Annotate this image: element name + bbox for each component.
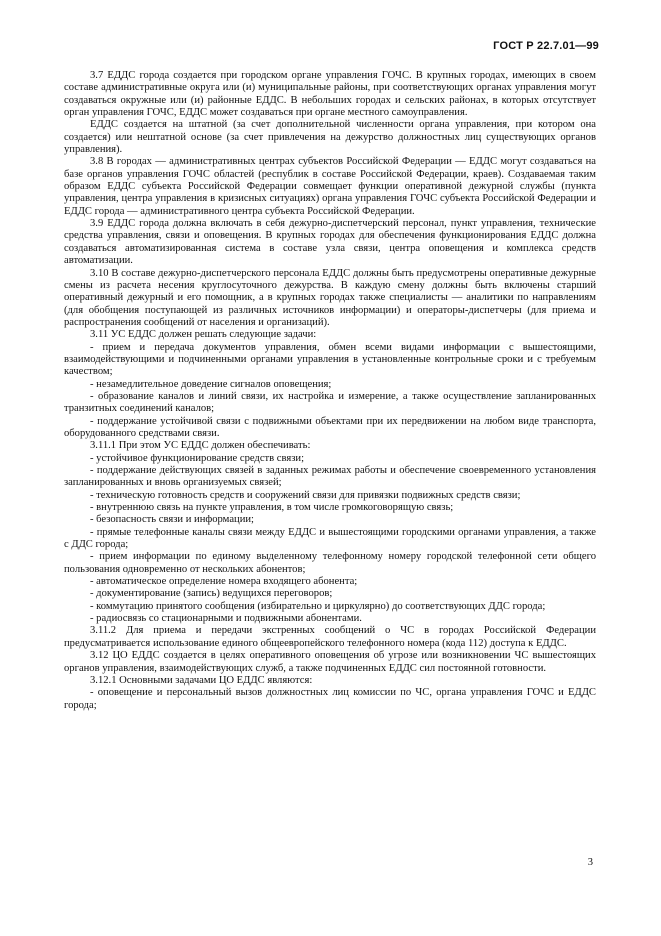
list-item: - поддержание устойчивой связи с подвижными объектами при их передвижении на любом виде транспорта, оборудованного средствами связи. (64, 415, 596, 439)
list-item: - документирование (запись) ведущихся переговоров; (90, 588, 333, 600)
list-item: - коммутацию принятого сообщения (избирательно и циркулярно) до соответствующих ДДС города; (90, 600, 546, 612)
paragraph-3-8: 3.8 В городах — административных центрах субъектов Российской Федерации — ЕДДС могут создаваться на базе органов управления ГОЧС областей (республик в составе Российской Федерации, краев). Создаваемая таким образом ЕДДС субъекта Российской Федерации совмещает функции оперативной дежурной службы (пункта управления, центра управления в кризисных ситуациях) органа управления ГОЧС субъекта Российской Федерации и ЕДДС города — административного центра субъекта Российской Федерации. (64, 156, 596, 217)
document-body (64, 70, 596, 712)
list-item: - незамедлительное доведение сигналов оповещения; (90, 378, 332, 390)
list-item: - внутреннюю связь на пункте управления, в том числе громкоговорящую связь; (90, 502, 454, 514)
list-item: - образование каналов и линий связи, их настройка и измерение, а также осуществление запланированных транзитных соединений каналов; (64, 390, 596, 415)
list-item: - безопасность связи и информации; (90, 514, 254, 526)
paragraph-3-9: 3.9 ЕДДС города должна включать в себя дежурно-диспетчерский персонал, пункт управления, технические средства управления, связи и оповещения. В крупных городах для обеспечения функционирования ЕДДС должна создаваться автоматизированная система в составе узла связи, центра оповещения и комплекса средств автоматизации. (64, 218, 596, 267)
paragraph-3-12: 3.12 ЦО ЕДДС создается в целях оперативного оповещения об угрозе или возникновении ЧС вышестоящих органов управления, взаимодействующих служб, а также подчиненных ЕДДС сил постоянной готовности. (64, 650, 596, 674)
list-item: - устойчивое функционирование средств связи; (90, 452, 305, 464)
list-item: - прием информации по единому выделенному телефонному номеру городской телефонной сети общего пользования одновременно от нескольких абонентов; (64, 551, 596, 575)
list-item: - поддержание действующих связей в заданных режимах работы и обеспечение своевременного установления запланированных и вновь организуемых связей; (64, 465, 596, 489)
list-item: - прием и передача документов управления, обмен всеми видами информации с вышестоящими, взаимодействующими и подчиненными органами управления в установленные контрольные сроки и с требуемым качеством; (64, 341, 596, 378)
list-item: - автоматическое определение номера входящего абонента; (90, 576, 358, 588)
paragraph-3-11-1: 3.11.1 При этом УС ЕДДС должен обеспечивать: (90, 440, 311, 452)
page-number: 3 (587, 857, 593, 868)
paragraph-3-11: 3.11 УС ЕДДС должен решать следующие задачи: (90, 329, 317, 341)
paragraph-3-10: 3.10 В составе дежурно-диспетчерского персонала ЕДДС должны быть предусмотрены оперативные дежурные смены из расчета несения круглосуточного дежурства. В каждую смену должны быть включены старший оперативный дежурный и его помощник, а в крупных городах также специалисты — аналитики по направлениям (для обобщения поступающей из различных источников информации) и операторы-диспетчеры (для приема и распространения сообщений от населения и организаций). (64, 267, 596, 328)
list-item: - прямые телефонные каналы связи между ЕДДС и вышестоящими городскими органами управления, а также с ДДС города; (64, 526, 596, 551)
paragraph-3-12-1: 3.12.1 Основными задачами ЦО ЕДДС являются: (90, 674, 313, 686)
paragraph-3-7: 3.7 ЕДДС города создается при городском органе управления ГОЧС. В крупных городах, имеющих в своем составе административные округа или (и) муниципальные районы, при соответствующих органах управления могут создаваться окружные или (и) районные ЕДДС. В небольших городах и сельских районах, в которых отсутствует орган управления ГОЧС, ЕДДС может создаваться при органе местного самоуправления. (64, 70, 596, 119)
list-item: - техническую готовность средств и сооружений связи для привязки подвижных средств связи; (90, 489, 521, 501)
paragraph-3-11-2: 3.11.2 Для приема и передачи экстренных сообщений о ЧС в городах Российской Федерации предусматривается использование единого общеевропейского телефонного номера (кода 112) доступа к ЕДДС. (64, 625, 596, 649)
paragraph-edds-staffing: ЕДДС создается на штатной (за счет дополнительной численности органа управления, при котором она создается) или нештатной основе (за счет привлечения на дежурство должностных лиц существующих органов управления). (64, 119, 596, 156)
document-header: ГОСТ Р 22.7.01—99 (493, 40, 599, 52)
list-item: - радиосвязь со стационарными и подвижными абонентами. (90, 613, 362, 625)
list-item: - оповещение и персональный вызов должностных лиц комиссии по ЧС, органа управления ГОЧС и ЕДДС города; (64, 687, 596, 711)
